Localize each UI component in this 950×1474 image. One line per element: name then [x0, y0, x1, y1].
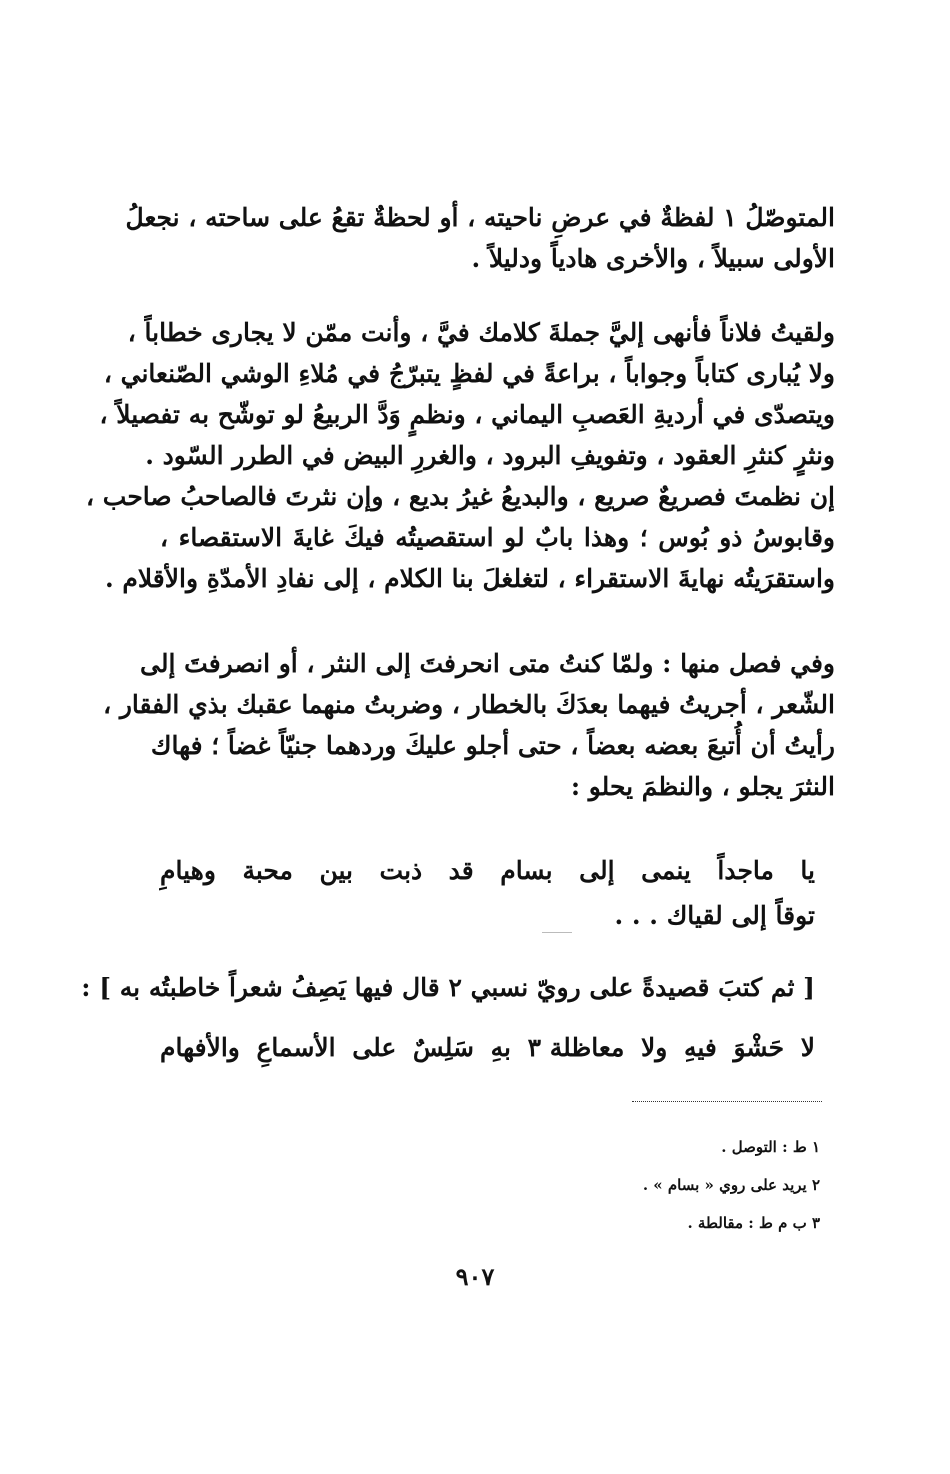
footnote-rule	[632, 1101, 822, 1102]
paragraph-line: ويتصدّى في أرديةِ العَصبِ اليماني ، ونظمٍ وَدَّ الربيعُ لو توشّح به تفصيلاً ،	[99, 400, 835, 429]
verse-1	[160, 848, 815, 938]
verse-word: قد	[448, 856, 474, 885]
paragraph-line: الأولى سبيلاً ، والأخرى هادياً ودليلاً .	[471, 244, 835, 273]
paragraph-line: ونثرٍ كنثرِ العقود ، وتفويفِ البرود ، والغررِ البيض في الطرر السّود .	[145, 441, 835, 470]
verse-word: سَلِسٌ	[412, 1033, 474, 1062]
verse-word: ذبت	[379, 856, 423, 885]
paragraph-line: واستقرَيتُه نهايةَ الاستقراء ، لتغلغلَ بنا الكلام ، إلى نفادِ الأمدّةِ والأقلام .	[104, 564, 835, 593]
paragraph-line: ولا يُبارى كتاباً وجواباً ، براعةً في لفظٍ يتبرّجُ في مُلاءِ الوشي الصّنعاني ،	[103, 359, 835, 388]
verse-word: ينمى	[641, 856, 691, 885]
verse-line: توقاً إلى لقياك . . .	[614, 901, 815, 930]
paragraph-line: المتوصّلُ ١ لفظةٌ في عرضِ ناحيته ، أو لحظةٌ تقعُ على ساحته ، نجعلُ	[125, 203, 835, 232]
verse-word: ماجداً	[717, 856, 774, 885]
paragraph-line: وقابوسُ ذو بُوس ؛ وهذا بابٌ لو استقصيتُه فيكَ غايةَ الاستقصاء ،	[160, 523, 835, 552]
intro-line	[81, 967, 815, 1008]
footnote-2: ٢ يريد على روي « بسام » .	[642, 1176, 820, 1194]
paragraph-line: النثرَ يجلو ، والنظمَ يحلو :	[570, 772, 835, 801]
paragraph-line: إن نظمتَ فصريعٌ صريع ، والبديعُ غيرُ بديع ، وإن نثرتَ فالصاحبُ صاحب ،	[86, 482, 835, 511]
paragraph-1	[125, 197, 835, 279]
verse-2	[160, 1025, 815, 1070]
intro-text: [ ثم كتبَ قصيدةً على رويّ نسبي ٢ قال فيها يَصِفُ شعراً خاطبتُه به ] :	[81, 973, 815, 1002]
footnotes	[420, 1128, 820, 1242]
verse-word: لا	[800, 1033, 815, 1062]
verse-word: والأفهام	[160, 1033, 240, 1062]
verse-word: يا	[800, 856, 815, 885]
paragraph-line: وفي فصل منها : ولمّا كنتُ متى انحرفتَ إلى النثر ، أو انصرفتَ إلى	[140, 649, 835, 678]
verse-word: بين	[319, 856, 353, 885]
paragraph-line: ولقيتُ فلاناً فأنهى إليَّ جملةَ كلامك فيَّ ، وأنت ممّن لا يجارى خطاباً ،	[127, 318, 835, 347]
verse-word: معاظلة ٣	[527, 1033, 625, 1062]
paragraph-line: الشّعر ، أجريتُ فيهما بعدَكَ بالخطار ، وضربتُ منهما عقبك بذي الفقار ،	[103, 690, 835, 719]
verse-word: إلى	[579, 856, 615, 885]
paragraph-3	[103, 643, 835, 807]
paragraph-2	[86, 312, 835, 599]
verse-row	[160, 848, 815, 893]
verse-word: محبة	[242, 856, 293, 885]
verse-word: على	[352, 1033, 397, 1062]
verse-word: الأسماعِ	[256, 1033, 336, 1062]
verse-word: فيهِ	[683, 1033, 717, 1062]
verse-row	[160, 1025, 815, 1070]
paragraph-line: رأيتُ أن أُتبعَ بعضه بعضاً ، حتى أجلو عليكَ وردهما جنيّاً غضاً ؛ فهاك	[150, 731, 835, 760]
divider-mark	[542, 932, 572, 933]
verse-word: بهِ	[490, 1033, 511, 1062]
verse-word: وهيامِ	[160, 856, 216, 885]
verse-row	[160, 893, 815, 938]
verse-word: ولا	[640, 1033, 668, 1062]
verse-word: حَشْوَ	[733, 1033, 785, 1062]
footnote-1: ١ ط : التوصل .	[721, 1138, 820, 1156]
page-number: ٩٠٧	[455, 1262, 495, 1291]
footnote-3: ٣ ب م ط : مقالطة .	[687, 1214, 820, 1232]
verse-word: بسام	[500, 856, 553, 885]
